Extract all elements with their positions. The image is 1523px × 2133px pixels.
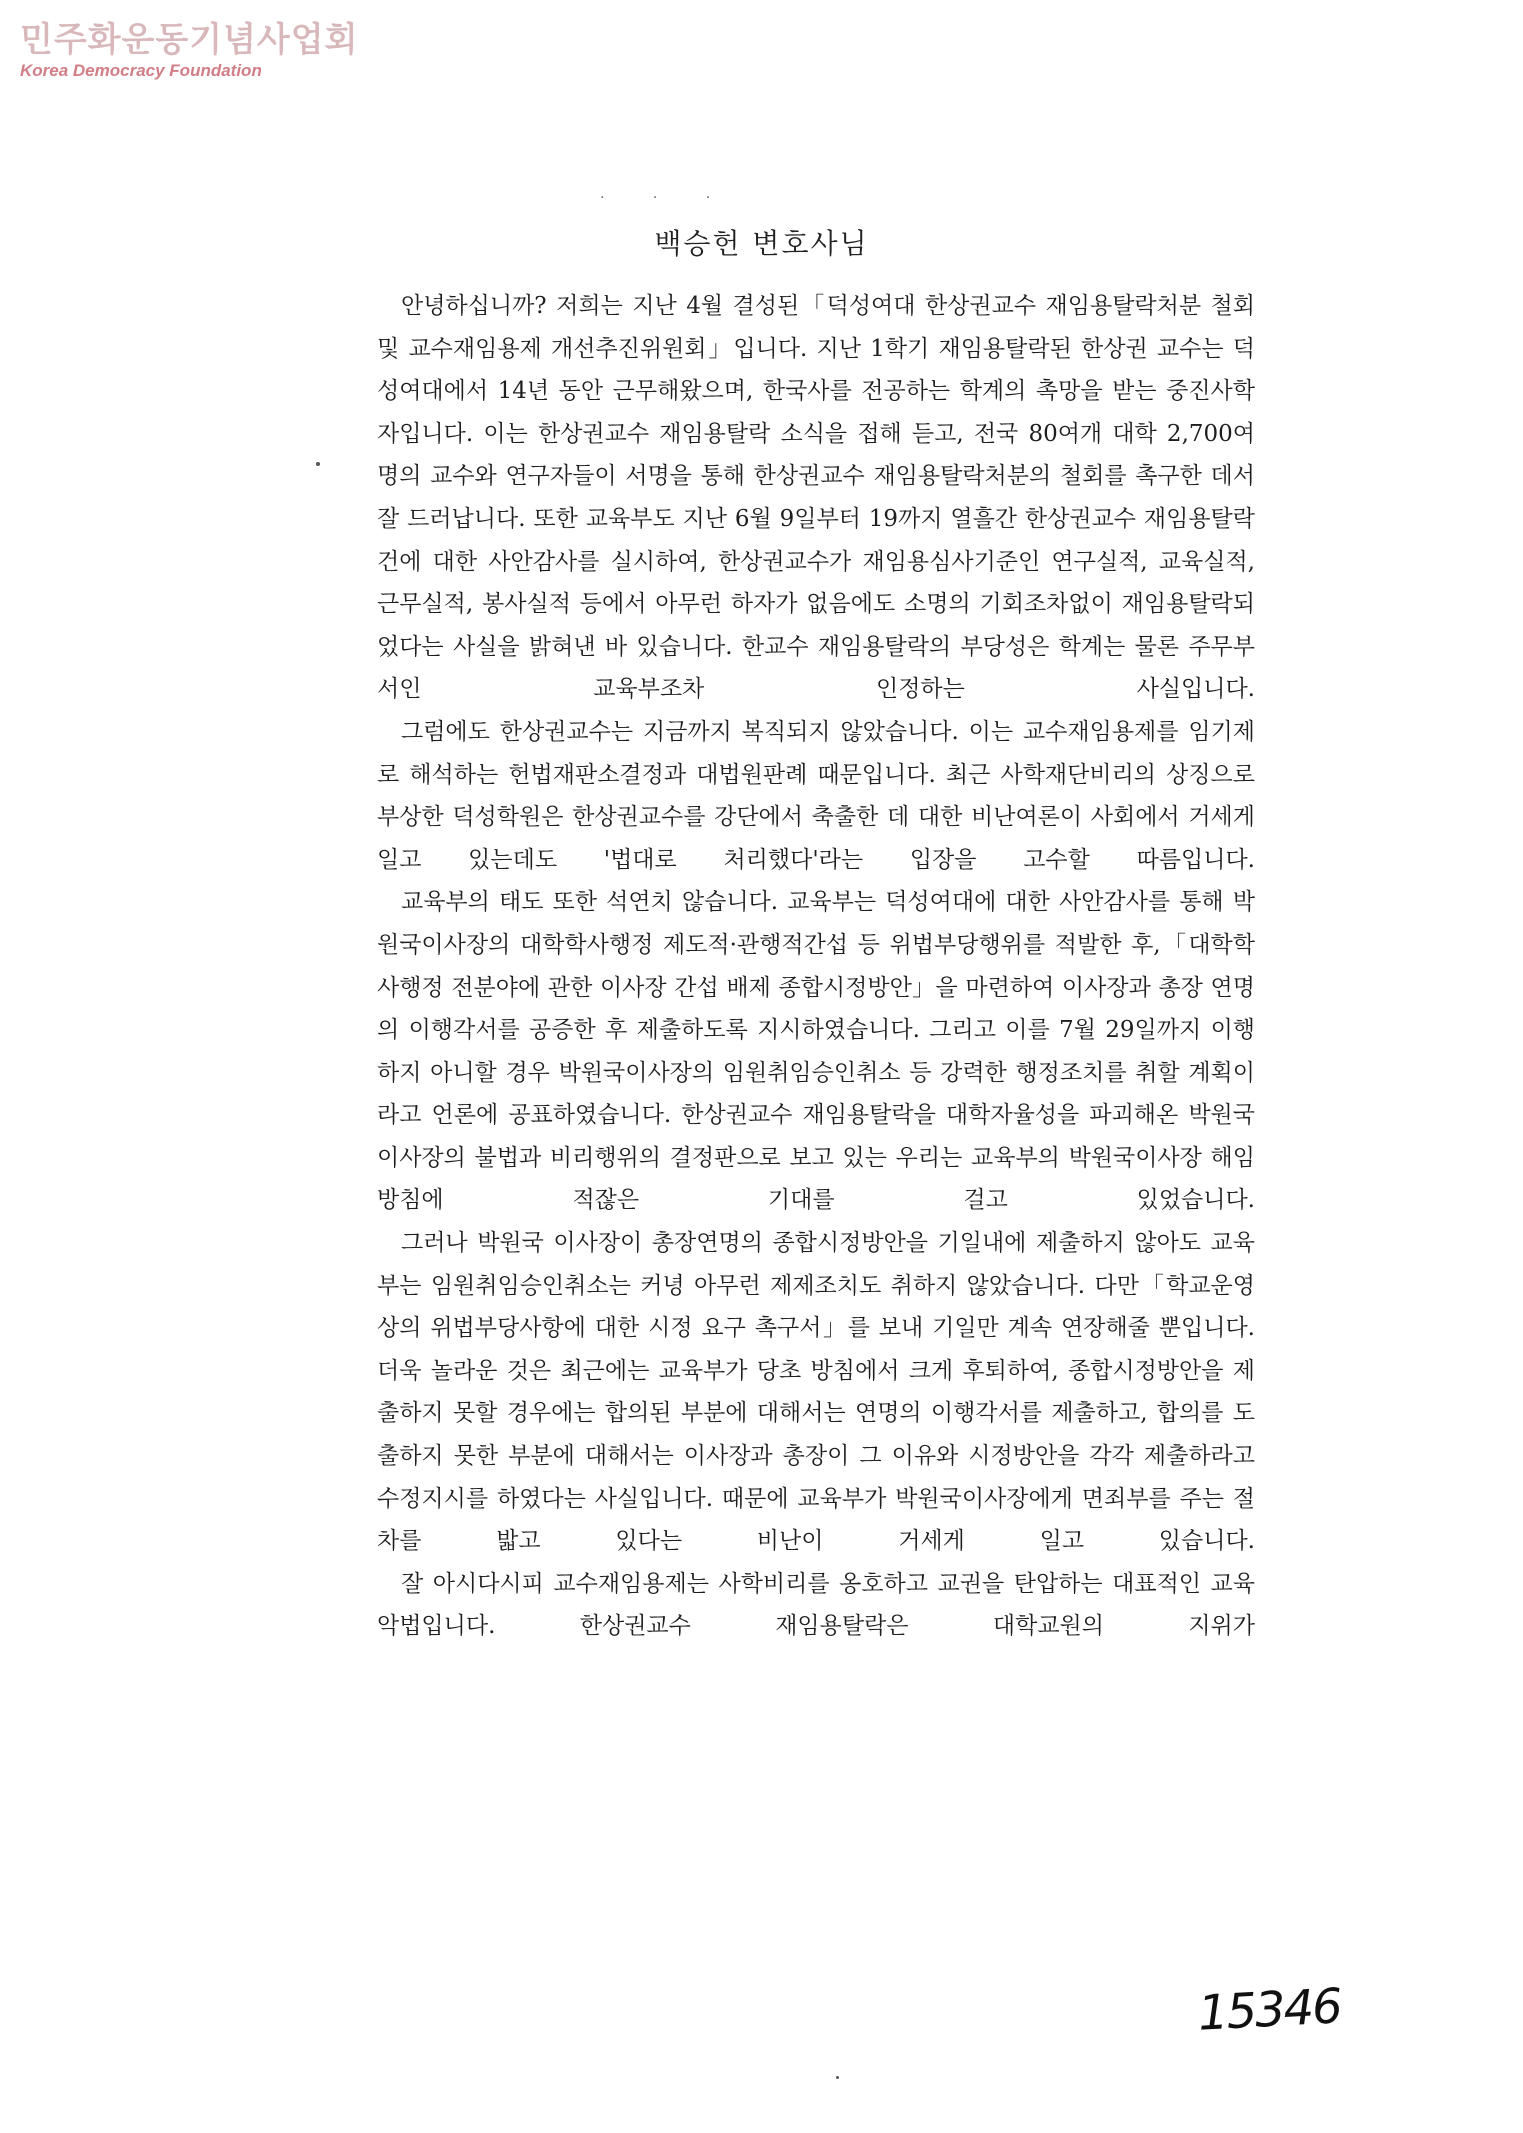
scan-speck — [316, 462, 320, 466]
watermark-logo — [20, 20, 358, 82]
letter-salutation: 백승헌 변호사님 — [654, 227, 869, 260]
handwritten-page-number: 15346 — [1196, 1978, 1343, 2042]
watermark-english-text: Korea Democracy Foundation — [20, 61, 262, 80]
paragraph-5: 잘 아시다시피 교수재임용제는 사학비리를 옹호하고 교권을 탄압하는 대표적인 교육악법입니다. 한상권교수 재임용탈락은 대학교원의 지위가 — [377, 1570, 1255, 1640]
paragraph-2: 그럼에도 한상권교수는 지금까지 복직되지 않았습니다. 이는 교수재임용제를 임기제로 해석하는 헌법재판소결정과 대법원판례 때문입니다. 최근 사학재단비리의 상징으로 부상한 덕성학원은 한상권교수를 강단에서 축출한 데 대한 비난여론이 사회에서 거세게 일고 있는데도 '법대로 처리했다'라는 입장을 고수할 따름입니다. — [377, 718, 1255, 873]
paragraph-1: 안녕하십니까? 저희는 지난 4월 결성된「덕성여대 한상권교수 재임용탈락처분 철회 및 교수재임용제 개선추진위원회」입니다. 지난 1학기 재임용탈락된 한상권 교수는 덕성여대에서 14년 동안 근무해왔으며, 한국사를 전공하는 학계의 촉망을 받는 중진사학자입니다. 이는 한상권교수 재임용탈락 소식을 접해 듣고, 전국 80여개 대학 2,700여 명의 교수와 연구자들이 서명을 통해 한상권교수 재임용탈락처분의 철회를 촉구한 데서 잘 드러납니다. 또한 교육부도 지난 6월 9일부터 19까지 열흘간 한상권교수 재임용탈락건에 대한 사안감사를 실시하여, 한상권교수가 재임용심사기준인 연구실적, 교육실적, 근무실적, 봉사실적 등에서 아무런 하자가 없음에도 소명의 기회조차없이 재임용탈락되었다는 사실을 밝혀낸 바 있습니다. 한교수 재임용탈락의 부당성은 학계는 물론 주무부서인 교육부조차 인정하는 사실입니다. — [377, 293, 1255, 703]
scan-artifact: · · · — [600, 190, 733, 206]
scan-speck — [836, 2076, 839, 2079]
letter-body — [377, 285, 1255, 1648]
paragraph-4: 그러나 박원국 이사장이 총장연명의 종합시정방안을 기일내에 제출하지 않아도 교육부는 임원취임승인취소는 커녕 아무런 제제조치도 취하지 않았습니다. 다만「학교운영상의 위법부당사항에 대한 시정 요구 촉구서」를 보내 기일만 계속 연장해줄 뿐입니다. 더욱 놀라운 것은 최근에는 교육부가 당초 방침에서 크게 후퇴하여, 종합시정방안을 제출하지 못할 경우에는 합의된 부분에 대해서는 연명의 이행각서를 제출하고, 합의를 도출하지 못한 부분에 대해서는 이사장과 총장이 그 이유와 시정방안을 각각 제출하라고 수정지시를 하였다는 사실입니다. 때문에 교육부가 박원국이사장에게 면죄부를 주는 절차를 밟고 있다는 비난이 거세게 일고 있습니다. — [377, 1230, 1255, 1555]
watermark-korean-text: 민주화운동기념사업회 — [20, 20, 359, 60]
paragraph-3: 교육부의 태도 또한 석연치 않습니다. 교육부는 덕성여대에 대한 사안감사를 통해 박원국이사장의 대학학사행정 제도적·관행적간섭 등 위법부당행위를 적발한 후,「대학학사행정 전분야에 관한 이사장 간섭 배제 종합시정방안」을 마련하여 이사장과 총장 연명의 이행각서를 공증한 후 제출하도록 지시하였습니다. 그리고 이를 7월 29일까지 이행하지 아니할 경우 박원국이사장의 임원취임승인취소 등 강력한 행정조치를 취할 계획이라고 언론에 공표하였습니다. 한상권교수 재임용탈락을 대학자율성을 파괴해온 박원국이사장의 불법과 비리행위의 결정판으로 보고 있는 우리는 교육부의 박원국이사장 해임방침에 적잖은 기대를 걸고 있었습니다. — [377, 889, 1255, 1214]
